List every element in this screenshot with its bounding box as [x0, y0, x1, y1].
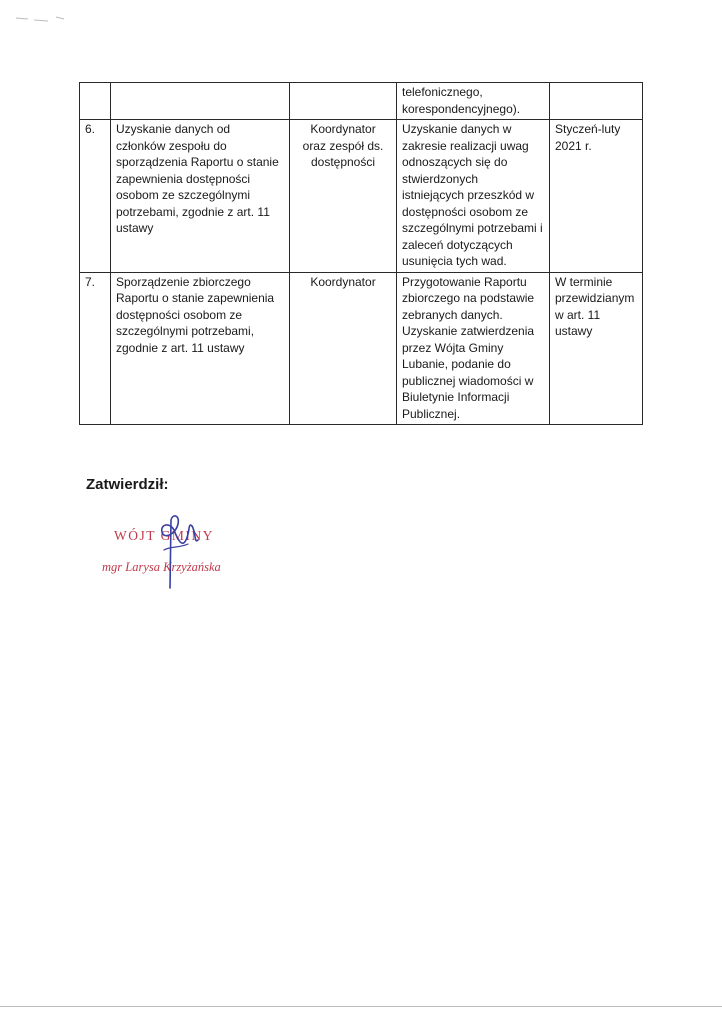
- cell-line: W terminie: [555, 274, 613, 289]
- cell-line: Koordynator: [310, 122, 376, 136]
- cell-term: [550, 83, 643, 120]
- cell-term: [550, 120, 643, 273]
- stamp-name: mgr Larysa Krzyżańska: [102, 560, 221, 574]
- cell-line: członków zespołu do: [116, 138, 227, 153]
- cell-line: zaleceń dotyczących: [402, 237, 513, 252]
- table-row: [80, 120, 643, 273]
- cell-responsible: [290, 83, 397, 120]
- cell-line: telefonicznego,: [402, 85, 483, 99]
- cell-line: zapewnienia dostępności: [116, 171, 251, 186]
- cell-task: [111, 272, 290, 425]
- cell-line: Uzyskanie danych w: [402, 122, 512, 136]
- cell-line: dostępności osobom ze: [402, 204, 529, 219]
- cell-line: Uzyskanie zatwierdzenia: [402, 324, 535, 338]
- cell-line: dostępności: [310, 155, 376, 169]
- table-row: [80, 83, 643, 120]
- cell-line: Raportu o stanie zapewnienia: [116, 291, 275, 305]
- cell-line: Przygotowanie Raportu: [402, 274, 527, 289]
- cell-number: [80, 83, 111, 120]
- page-bottom-rule: [0, 1006, 722, 1007]
- cell-responsible: [290, 120, 397, 273]
- cell-description: [397, 83, 550, 120]
- cell-line: ustawy: [116, 221, 154, 235]
- cell-line: sporządzenia Raportu o stanie: [116, 155, 279, 169]
- cell-line: w art. 11: [555, 307, 601, 322]
- cell-line: szczególnymi potrzebami,: [116, 324, 255, 338]
- cell-line: odnoszących się do: [402, 155, 508, 169]
- cell-description: [397, 120, 550, 273]
- cell-term: [550, 272, 643, 425]
- cell-line: przewidzianym: [555, 291, 635, 305]
- cell-line: zakresie realizacji uwag: [402, 138, 529, 153]
- cell-line: publicznej wiadomości w: [402, 373, 534, 388]
- cell-line: ustawy: [555, 324, 593, 338]
- cell-line: istniejących przeszkód w: [402, 188, 535, 202]
- stamp-title: WÓJT GMINY: [114, 528, 214, 543]
- cell-line: 2021 r.: [555, 138, 592, 153]
- cell-task: [111, 83, 290, 120]
- handwritten-signature: [140, 510, 210, 590]
- table-row: [80, 272, 643, 425]
- cell-line: przez Wójta Gminy: [402, 340, 504, 355]
- approved-by-label: Zatwierdził:: [86, 476, 169, 493]
- scan-artifact: [14, 14, 70, 24]
- cell-line: osobom ze szczególnymi: [116, 188, 251, 202]
- cell-line: usunięcia tych wad.: [402, 254, 507, 268]
- cell-line: szczególnymi potrzebami i: [402, 221, 543, 235]
- cell-task: [111, 120, 290, 273]
- cell-line: potrzebami, zgodnie z art. 11: [116, 204, 270, 219]
- cell-line: zgodnie z art. 11 ustawy: [116, 340, 245, 355]
- cell-number: 6.: [80, 120, 111, 273]
- cell-line: Uzyskanie danych od: [116, 122, 231, 136]
- cell-line: Koordynator: [310, 274, 376, 289]
- cell-line: korespondencyjnego).: [402, 101, 521, 116]
- action-plan-table: [79, 82, 643, 425]
- cell-number: 7.: [80, 272, 111, 425]
- cell-line: oraz zespół ds.: [302, 138, 384, 153]
- cell-line: dostępności osobom ze: [116, 307, 243, 322]
- cell-description: [397, 272, 550, 425]
- cell-line: stwierdzonych: [402, 171, 479, 186]
- cell-line: Lubanie, podanie do: [402, 357, 511, 371]
- cell-line: Styczeń-luty: [555, 122, 621, 136]
- cell-line: Biuletynie Informacji: [402, 390, 510, 404]
- cell-responsible: [290, 272, 397, 425]
- cell-line: zebranych danych.: [402, 307, 503, 322]
- cell-line: Publicznej.: [402, 406, 461, 421]
- cell-line: Sporządzenie zbiorczego: [116, 274, 251, 289]
- cell-line: zbiorczego na podstawie: [402, 291, 535, 305]
